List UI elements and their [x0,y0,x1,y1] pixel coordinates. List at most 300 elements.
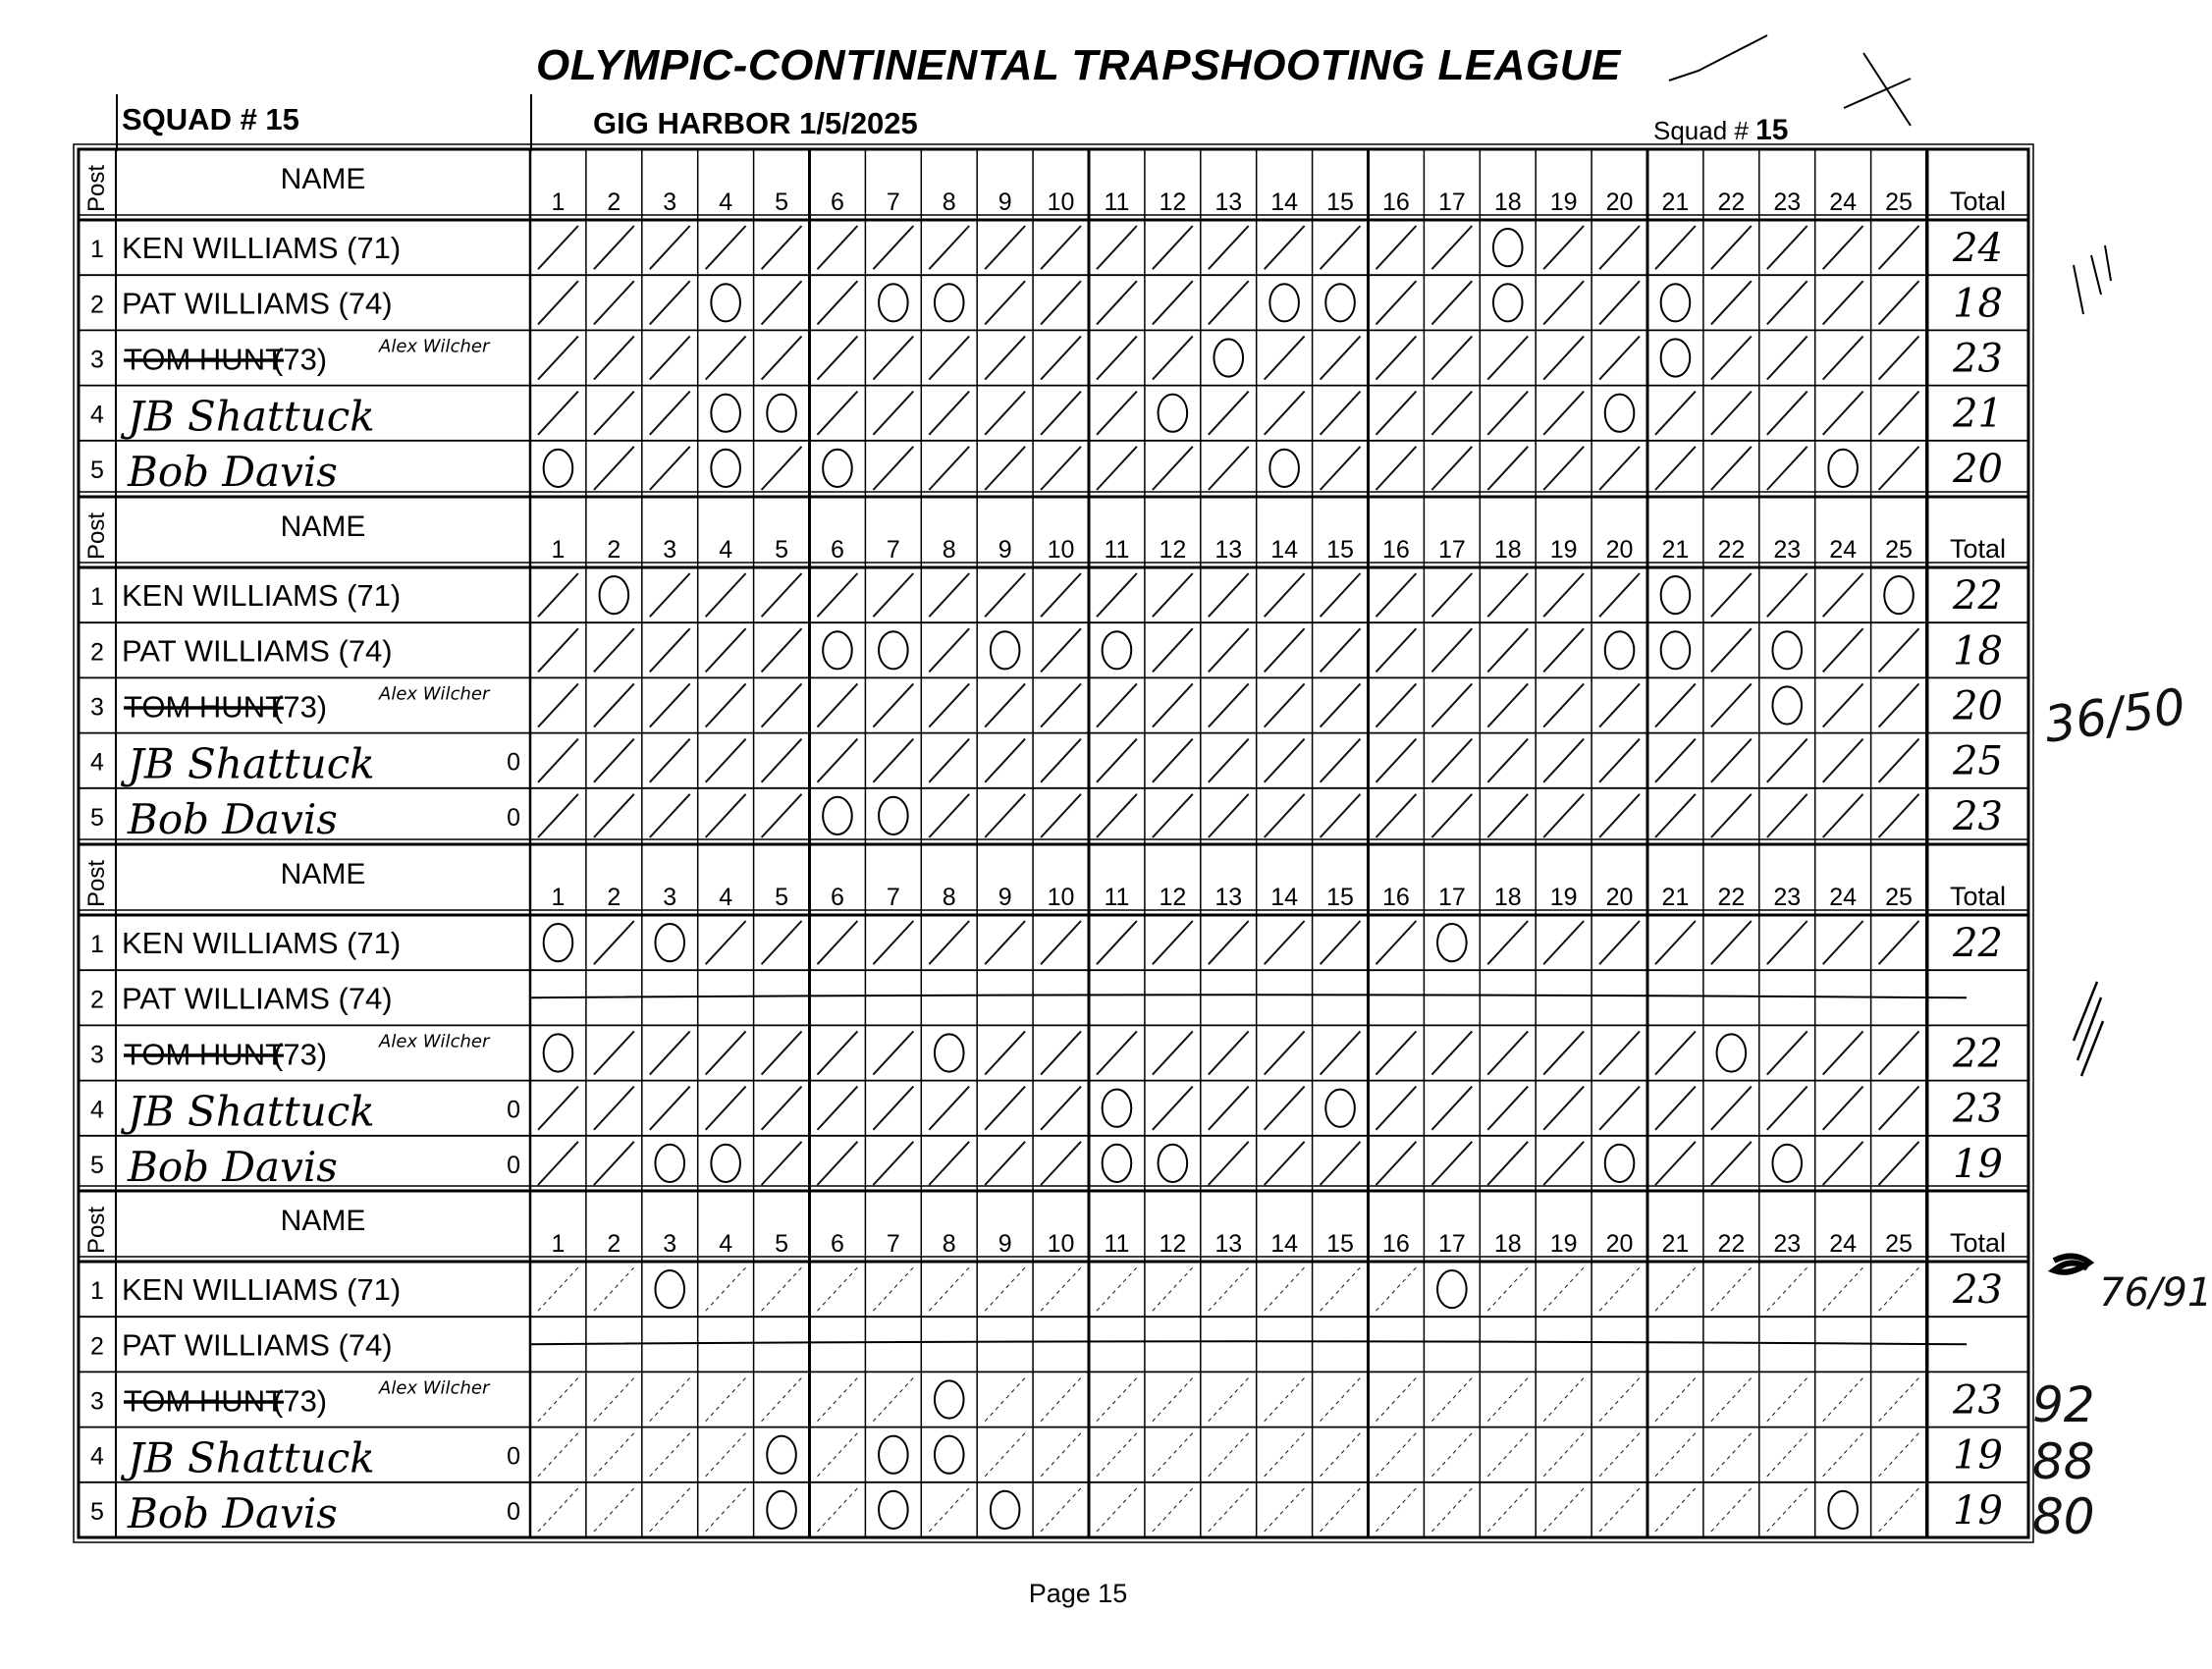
hit-mark [1711,921,1752,964]
hit-mark [1543,1267,1584,1311]
target-number: 8 [942,884,956,911]
hit-mark [1543,921,1584,964]
hit-mark [1376,1433,1417,1477]
hit-mark [762,447,802,490]
post-number: 4 [90,401,104,429]
hit-mark [1711,794,1752,837]
hit-mark [650,1488,690,1532]
hit-mark [594,921,634,964]
post-number: 3 [90,693,104,722]
miss-mark [711,284,740,321]
hit-mark [818,683,858,727]
hit-mark [985,392,1025,435]
hit-mark [1767,739,1807,782]
hit-mark [1041,739,1081,782]
hit-mark [1153,336,1193,379]
miss-mark [1103,1145,1132,1182]
hit-mark [1431,226,1472,269]
hit-mark [594,336,634,379]
hit-mark [594,1488,634,1532]
target-number: 6 [830,536,844,564]
hit-mark [706,1433,746,1477]
row-total: 18 [1953,281,2003,327]
hit-mark [1153,1488,1193,1532]
hit-mark [1431,447,1472,490]
hit-mark [1097,447,1137,490]
hit-mark [594,683,634,727]
hit-mark [1153,226,1193,269]
hit-mark [1321,573,1361,617]
hit-mark [929,1142,969,1185]
target-number: 1 [551,1230,566,1258]
miss-mark [1605,1145,1635,1182]
hit-mark [1153,1031,1193,1074]
shooter-name: PAT WILLIAMS (74) [122,286,393,321]
hit-mark [1543,573,1584,617]
hit-mark [650,1433,690,1477]
hit-mark [929,1267,969,1311]
post-number: 2 [90,1332,104,1361]
target-number: 25 [1885,884,1913,911]
hit-mark [1599,1488,1640,1532]
hit-mark [762,1142,802,1185]
hit-mark [1655,1488,1696,1532]
hit-mark [650,1087,690,1130]
hit-mark [873,1087,913,1130]
hit-mark [650,683,690,727]
name-header: NAME [280,858,366,890]
target-number: 20 [1605,884,1634,911]
hit-mark [1879,1142,1919,1185]
miss-mark [711,1145,740,1182]
hit-mark [538,226,578,269]
hit-mark [1487,1142,1528,1185]
hit-mark [1543,1377,1584,1421]
hit-mark [873,1031,913,1074]
hit-mark [1041,1267,1081,1311]
hit-mark [1321,1267,1361,1311]
hit-mark [1879,1031,1919,1074]
hit-mark [594,1377,634,1421]
target-number: 16 [1382,536,1410,564]
hit-mark [1655,392,1696,435]
hit-mark [1487,1031,1528,1074]
hit-mark [706,794,746,837]
hit-mark [762,336,802,379]
hit-mark [538,794,578,837]
target-number: 1 [551,188,566,216]
hit-mark [1376,392,1417,435]
target-number: 18 [1493,188,1522,216]
hit-mark [594,1142,634,1185]
hit-mark [1823,1031,1863,1074]
hit-mark [1655,739,1696,782]
miss-mark [1325,1090,1355,1127]
shooter-name: JB Shattuck [128,392,375,441]
target-number: 21 [1661,536,1690,564]
hit-mark [1879,1087,1919,1130]
hit-mark [650,739,690,782]
hit-mark [1376,1142,1417,1185]
miss-mark [711,450,740,487]
hit-mark [1767,1488,1807,1532]
hit-mark [985,921,1025,964]
shooter-handicap-yards: (73) [273,342,328,377]
hit-mark [762,1031,802,1074]
hit-mark [985,739,1025,782]
target-number: 23 [1773,536,1802,564]
hit-mark [1711,1377,1752,1421]
target-number: 8 [942,1230,956,1258]
miss-mark [1269,450,1299,487]
hit-mark [538,336,578,379]
hit-mark [1599,1377,1640,1421]
hit-mark [1265,573,1305,617]
target-number: 2 [607,884,621,911]
scratch-line [530,1341,1967,1344]
target-number: 12 [1159,1230,1187,1258]
hit-mark [1431,281,1472,324]
hit-mark [650,392,690,435]
target-number: 23 [1773,188,1802,216]
hit-mark [1767,392,1807,435]
hit-mark [818,1267,858,1311]
hit-mark [929,683,969,727]
target-number: 12 [1159,884,1187,911]
target-number: 16 [1382,884,1410,911]
shooter-handicap-yards: (73) [273,1037,328,1072]
target-number: 10 [1047,884,1075,911]
row-total: 22 [1953,573,2003,619]
hit-mark [1543,1433,1584,1477]
hit-mark [1265,1267,1305,1311]
hit-mark [1599,921,1640,964]
hit-mark [1097,1377,1137,1421]
hit-mark [538,1377,578,1421]
hit-mark [1487,1488,1528,1532]
hit-mark [538,573,578,617]
hit-mark [1153,573,1193,617]
hit-mark [1543,336,1584,379]
row-total: 22 [1953,1031,2003,1077]
hit-mark [1487,683,1528,727]
hit-mark [1376,628,1417,672]
hit-mark [1599,281,1640,324]
target-number: 18 [1493,1230,1522,1258]
hit-mark [762,683,802,727]
hit-mark [1879,739,1919,782]
hit-mark [1711,447,1752,490]
hit-mark [538,1087,578,1130]
target-number: 17 [1437,536,1466,564]
hit-mark [1711,281,1752,324]
hit-mark [1487,1377,1528,1421]
target-number: 7 [886,884,900,911]
hit-mark [706,921,746,964]
hit-mark [929,1488,969,1532]
row-total: 21 [1953,391,2003,437]
miss-mark [655,1270,684,1308]
target-number: 10 [1047,188,1075,216]
hit-mark [1431,1087,1472,1130]
handicap-value: 0 [507,1096,520,1124]
x-mark [1844,53,1911,126]
miss-mark [767,395,796,432]
shooter-name: PAT WILLIAMS (74) [122,981,393,1016]
name-header: NAME [280,1205,366,1237]
hit-mark [1599,1087,1640,1130]
hit-mark [1879,1433,1919,1477]
hit-mark [1655,1267,1696,1311]
hit-mark [1879,226,1919,269]
hit-mark [1543,628,1584,672]
miss-mark [1828,450,1858,487]
substitute-name: Alex Wilcher [379,336,490,357]
hit-mark [594,392,634,435]
hit-mark [706,1377,746,1421]
substitute-name: Alex Wilcher [379,1031,490,1052]
target-number: 11 [1104,884,1130,911]
target-number: 14 [1270,188,1299,216]
scratch-line [530,995,1967,997]
hit-mark [1543,1087,1584,1130]
hit-mark [1711,683,1752,727]
miss-mark [1103,631,1132,669]
hit-mark [650,281,690,324]
hit-mark [1321,628,1361,672]
miss-mark [655,924,684,961]
hit-mark [1265,1031,1305,1074]
miss-mark [879,1436,908,1474]
hit-mark [1041,447,1081,490]
hit-mark [1097,392,1137,435]
post-number: 1 [90,583,104,612]
hit-mark [818,392,858,435]
target-number: 10 [1047,536,1075,564]
post-number: 3 [90,1041,104,1069]
target-number: 6 [830,884,844,911]
miss-mark [711,395,740,432]
hit-mark [650,794,690,837]
miss-mark [935,284,964,321]
hit-mark [1711,226,1752,269]
hit-mark [1209,226,1249,269]
hit-mark [1487,573,1528,617]
target-number: 20 [1605,188,1634,216]
row-total: 24 [1953,226,2003,272]
hit-mark [1655,794,1696,837]
hit-mark [1767,794,1807,837]
target-number: 13 [1214,188,1243,216]
hit-mark [1599,1031,1640,1074]
hit-mark [929,739,969,782]
hit-mark [1376,447,1417,490]
target-number: 6 [830,188,844,216]
hit-mark [1209,794,1249,837]
hit-mark [762,921,802,964]
miss-mark [823,797,852,834]
hit-mark [1321,336,1361,379]
target-number: 2 [607,1230,621,1258]
hit-mark [1321,1488,1361,1532]
squad-value: 15 [1755,114,1789,146]
miss-mark [1159,1145,1188,1182]
hit-mark [929,628,969,672]
hit-mark [1265,1087,1305,1130]
substitute-name: Alex Wilcher [379,683,490,705]
hit-mark [1321,1142,1361,1185]
target-number: 24 [1829,536,1858,564]
row-total: 19 [1953,1487,2003,1534]
target-number: 20 [1605,1230,1634,1258]
hit-mark [818,1488,858,1532]
hit-mark [1879,392,1919,435]
hit-mark [1209,573,1249,617]
hit-mark [1265,1142,1305,1185]
hit-mark [1431,1488,1472,1532]
target-number: 24 [1829,188,1858,216]
target-number: 5 [775,188,789,216]
hit-mark [594,447,634,490]
hit-mark [1376,1488,1417,1532]
target-number: 25 [1885,1230,1913,1258]
hit-mark [1823,628,1863,672]
shooter-name: JB Shattuck [128,1087,375,1136]
hit-mark [1209,1377,1249,1421]
hit-mark [1655,1377,1696,1421]
hit-mark [1265,1433,1305,1477]
post-number: 1 [90,1277,104,1306]
hit-mark [538,392,578,435]
hit-mark [706,573,746,617]
hit-mark [1431,1377,1472,1421]
hit-mark [538,1433,578,1477]
miss-mark [655,1145,684,1182]
miss-mark [544,924,573,961]
hit-mark [1879,447,1919,490]
target-number: 15 [1326,536,1354,564]
hit-mark [1041,1142,1081,1185]
post-number: 5 [90,803,104,832]
hit-mark [1153,683,1193,727]
hit-mark [985,1031,1025,1074]
target-number: 4 [719,536,733,564]
target-number: 12 [1159,536,1187,564]
handicap-value: 0 [507,1151,520,1179]
squad-label: Squad # [1653,116,1749,145]
hit-mark [1041,226,1081,269]
hit-mark [1376,281,1417,324]
hit-mark [1097,1031,1137,1074]
hit-mark [1097,921,1137,964]
hit-mark [873,392,913,435]
target-number: 14 [1270,1230,1299,1258]
target-number: 17 [1437,188,1466,216]
target-number: 9 [998,536,1012,564]
hit-mark [1041,628,1081,672]
hit-mark [1041,1087,1081,1130]
post-number: 1 [90,236,104,264]
hit-mark [985,573,1025,617]
hit-mark [985,683,1025,727]
post-number: 5 [90,456,104,484]
hit-mark [1711,573,1752,617]
hit-mark [1153,281,1193,324]
post-number: 4 [90,748,104,777]
margin-note-r4-bob: 80 [2032,1488,2095,1545]
hit-mark [594,628,634,672]
row-total: 23 [1953,1377,2003,1424]
tally-mark-r3 [2074,982,2103,1076]
hit-mark [1097,1433,1137,1477]
hit-mark [1321,1433,1361,1477]
margin-note-r4-tom: 92 [2032,1376,2095,1433]
hit-mark [594,1433,634,1477]
hit-mark [1599,226,1640,269]
hit-mark [1655,921,1696,964]
target-number: 21 [1661,188,1690,216]
miss-mark [1605,631,1635,669]
page-number: Page 15 [1028,1579,1128,1608]
hit-mark [1097,281,1137,324]
post-number: 2 [90,986,104,1014]
hit-mark [1487,628,1528,672]
hit-mark [1376,1267,1417,1311]
shooter-name: KEN WILLIAMS (71) [122,1272,402,1308]
hit-mark [1265,1488,1305,1532]
hit-mark [1153,628,1193,672]
hit-mark [1153,794,1193,837]
miss-mark [935,1436,964,1474]
hit-mark [818,1142,858,1185]
hit-mark [1209,628,1249,672]
shooter-name: KEN WILLIAMS (71) [122,231,402,266]
row-total: 23 [1953,1267,2003,1314]
hit-mark [929,573,969,617]
hit-mark [706,683,746,727]
hit-mark [1153,921,1193,964]
hit-mark [1376,1031,1417,1074]
shooter-handicap-yards: (73) [273,689,328,725]
hit-mark [1767,281,1807,324]
event-location-date: GIG HARBOR 1/5/2025 [593,106,918,140]
row-total: 19 [1953,1141,2003,1187]
hit-mark [1321,1031,1361,1074]
hit-mark [929,392,969,435]
post-number: 5 [90,1497,104,1526]
hit-mark [1823,336,1863,379]
miss-mark [544,450,573,487]
hit-mark [1431,628,1472,672]
post-number: 5 [90,1151,104,1179]
hit-mark [1543,794,1584,837]
hit-mark [706,336,746,379]
shooter-name: Bob Davis [128,1142,338,1191]
hit-mark [818,226,858,269]
hit-mark [1711,1142,1752,1185]
target-number: 8 [942,188,956,216]
hit-mark [818,921,858,964]
post-number: 3 [90,1387,104,1416]
miss-mark [1772,1145,1802,1182]
total-header: Total [1949,534,2007,564]
hit-mark [1321,447,1361,490]
miss-mark [1605,395,1635,432]
hit-mark [538,281,578,324]
hit-mark [1209,683,1249,727]
hit-mark [1487,739,1528,782]
target-number: 24 [1829,1230,1858,1258]
